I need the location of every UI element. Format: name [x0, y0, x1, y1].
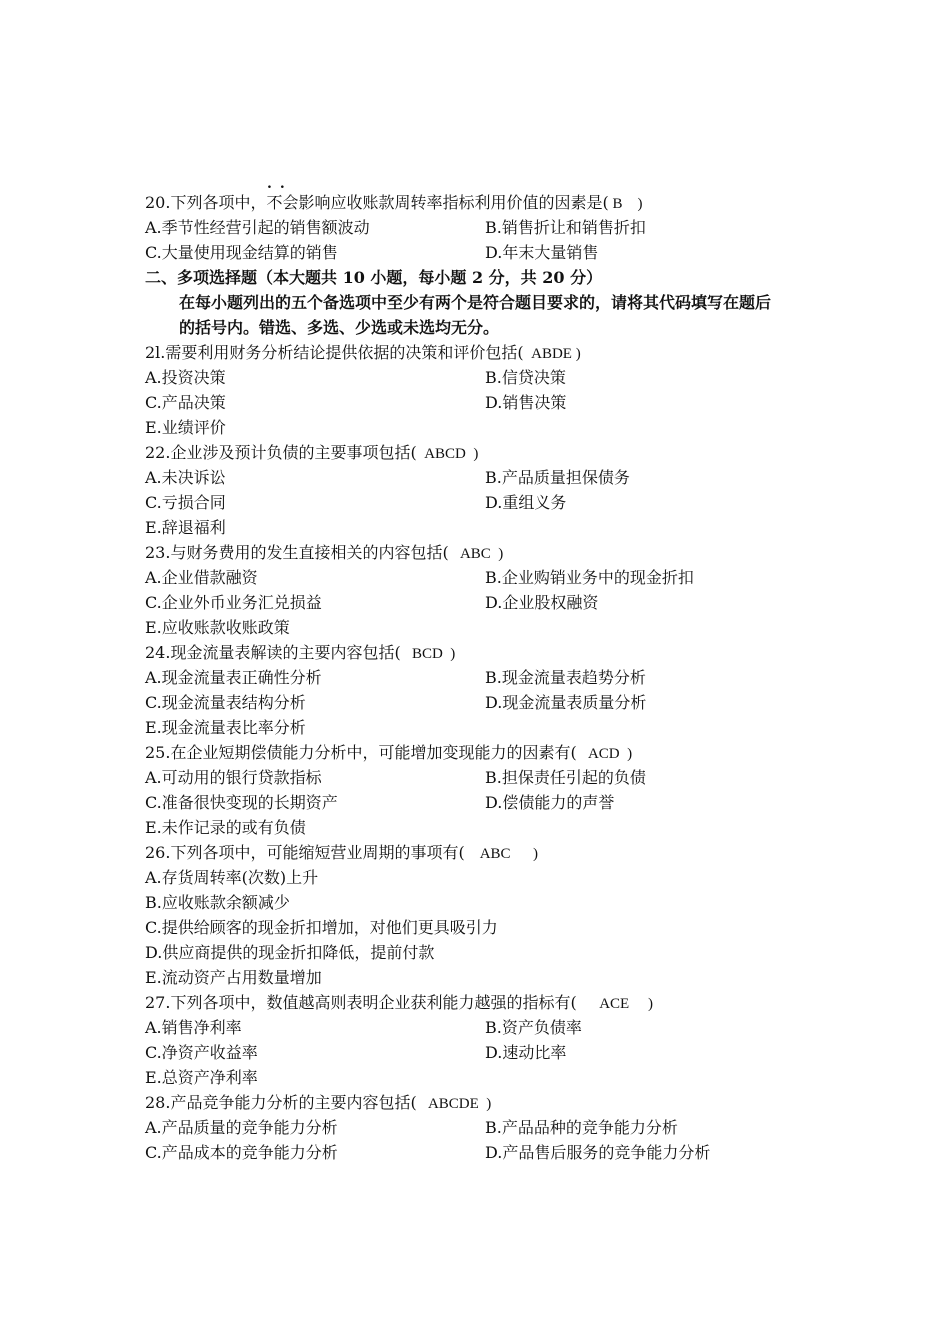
option-b: B.现金流量表趋势分析	[485, 668, 646, 687]
question-22: 22.企业涉及预计负债的主要事项包括( ABCD )	[145, 443, 479, 462]
option-d: D.现金流量表质量分析	[485, 693, 647, 712]
question-stem: 27.下列各项中，数值越高则表明企业获利能力越强的指标有(	[145, 993, 577, 1012]
options-row	[145, 465, 825, 490]
question-26: 26.下列各项中，可能缩短营业周期的事项有( ABC )	[145, 843, 539, 862]
option-d: D.企业股权融资	[485, 593, 599, 612]
options-row	[145, 565, 825, 590]
option-d: D.销售决策	[485, 393, 567, 412]
options-row	[145, 1115, 825, 1140]
option-d: D.重组义务	[485, 493, 567, 512]
question-stem: 26.下列各项中，可能缩短营业周期的事项有(	[145, 843, 465, 862]
options-row	[145, 215, 825, 240]
question-24: 24.现金流量表解读的主要内容包括( BCD )	[145, 643, 456, 662]
option-a: A.销售净利率	[145, 1018, 242, 1037]
option-d: D.供应商提供的现金折扣降低，提前付款	[145, 943, 435, 962]
option-a: A.产品质量的竞争能力分析	[145, 1118, 338, 1137]
options-row	[145, 490, 825, 515]
option-a: A.企业借款融资	[145, 568, 258, 587]
option-d: D.速动比率	[485, 1043, 567, 1062]
option-c: C.产品成本的竞争能力分析	[145, 1143, 338, 1162]
options-row	[145, 365, 825, 390]
option-c: C.大量使用现金结算的销售	[145, 243, 338, 262]
question-stem: 24.现金流量表解读的主要内容包括(	[145, 643, 401, 662]
option-a: A.可动用的银行贷款指标	[145, 768, 322, 787]
question-25: 25.在企业短期偿债能力分析中，可能增加变现能力的因素有( ACD )	[145, 743, 633, 762]
option-a: A.季节性经营引起的销售额波动	[145, 218, 370, 237]
option-b: B.销售折让和销售折扣	[485, 218, 646, 237]
option-c: C.提供给顾客的现金折扣增加，对他们更具吸引力	[145, 918, 498, 937]
options-row	[145, 1015, 825, 1040]
option-b: B.资产负债率	[485, 1018, 582, 1037]
option-b: B.担保责任引起的负债	[485, 768, 646, 787]
option-d: D.产品售后服务的竞争能力分析	[485, 1143, 711, 1162]
option-e: E.业绩评价	[145, 418, 226, 437]
question-stem: 20.下列各项中，不会影响应收账款周转率指标利用价值的因素是(	[145, 193, 609, 212]
answer: ABCD	[424, 446, 466, 462]
option-e: E.辞退福利	[145, 518, 226, 537]
answer: B	[612, 196, 623, 212]
option-e: E.流动资产占用数量增加	[145, 968, 322, 987]
option-c: C.产品决策	[145, 393, 226, 412]
option-b: B.产品品种的竞争能力分析	[485, 1118, 678, 1137]
option-a: A.投资决策	[145, 368, 226, 387]
option-c: C.准备很快变现的长期资产	[145, 793, 338, 812]
option-c: C.亏损合同	[145, 493, 226, 512]
question-20: 20.下列各项中，不会影响应收账款周转率指标利用价值的因素是( B )	[145, 193, 643, 212]
option-a: A.未决诉讼	[145, 468, 226, 487]
option-b: B.企业购销业务中的现金折扣	[485, 568, 694, 587]
option-d: D.年末大量销售	[485, 243, 599, 262]
option-b: B.产品质量担保债务	[485, 468, 630, 487]
answer: ABCDE	[427, 1096, 479, 1112]
options-row	[145, 690, 825, 715]
answer: ACE	[599, 996, 630, 1012]
section-title: 二、多项选择题（本大题共 10 小题，每小题 2 分，共 20 分）	[145, 268, 603, 287]
answer: ABDE	[531, 346, 572, 362]
question-stem: 22.企业涉及预计负债的主要事项包括(	[145, 443, 417, 462]
option-e: E.未作记录的或有负债	[145, 818, 306, 837]
section-instruction-1: 在每小题列出的五个备选项中至少有两个是符合题目要求的，请将其代码填写在题后	[179, 293, 772, 312]
options-row	[145, 1040, 825, 1065]
options-row	[145, 240, 825, 265]
question-27: 27.下列各项中，数值越高则表明企业获利能力越强的指标有( ACE )	[145, 993, 653, 1012]
option-c: C.净资产收益率	[145, 1043, 258, 1062]
option-b: B.应收账款余额减少	[145, 893, 290, 912]
answer: ACD	[587, 746, 620, 762]
options-row	[145, 1140, 825, 1165]
emphasis-dots: ..	[267, 176, 293, 192]
question-21: 2l.需要利用财务分析结论提供依据的决策和评价包括( ABDE )	[145, 343, 581, 362]
question-23: 23.与财务费用的发生直接相关的内容包括( ABC )	[145, 543, 504, 562]
options-row	[145, 765, 825, 790]
option-e: E.应收账款收账政策	[145, 618, 290, 637]
answer: ABC	[479, 846, 511, 862]
option-d: D.偿债能力的声誉	[485, 793, 615, 812]
question-stem: 28.产品竞争能力分析的主要内容包括(	[145, 1093, 417, 1112]
option-c: C.现金流量表结构分析	[145, 693, 306, 712]
options-row	[145, 390, 825, 415]
question-stem: 23.与财务费用的发生直接相关的内容包括(	[145, 543, 449, 562]
answer: BCD	[411, 646, 443, 662]
options-row	[145, 665, 825, 690]
answer: ABC	[459, 546, 491, 562]
question-28: 28.产品竞争能力分析的主要内容包括( ABCDE )	[145, 1093, 492, 1112]
option-a: A.存货周转率(次数)上升	[145, 868, 319, 887]
option-a: A.现金流量表正确性分析	[145, 668, 322, 687]
section-instruction-2: 的括号内。错选、多选、少选或未选均无分。	[179, 318, 500, 337]
options-row	[145, 790, 825, 815]
options-row	[145, 590, 825, 615]
option-e: E.总资产净利率	[145, 1068, 258, 1087]
question-stem: 25.在企业短期偿债能力分析中，可能增加变现能力的因素有(	[145, 743, 577, 762]
option-c: C.企业外币业务汇兑损益	[145, 593, 322, 612]
question-stem: 2l.需要利用财务分析结论提供依据的决策和评价包括(	[145, 343, 524, 362]
exam-page	[145, 178, 825, 1165]
option-b: B.信贷决策	[485, 368, 566, 387]
option-e: E.现金流量表比率分析	[145, 718, 306, 737]
